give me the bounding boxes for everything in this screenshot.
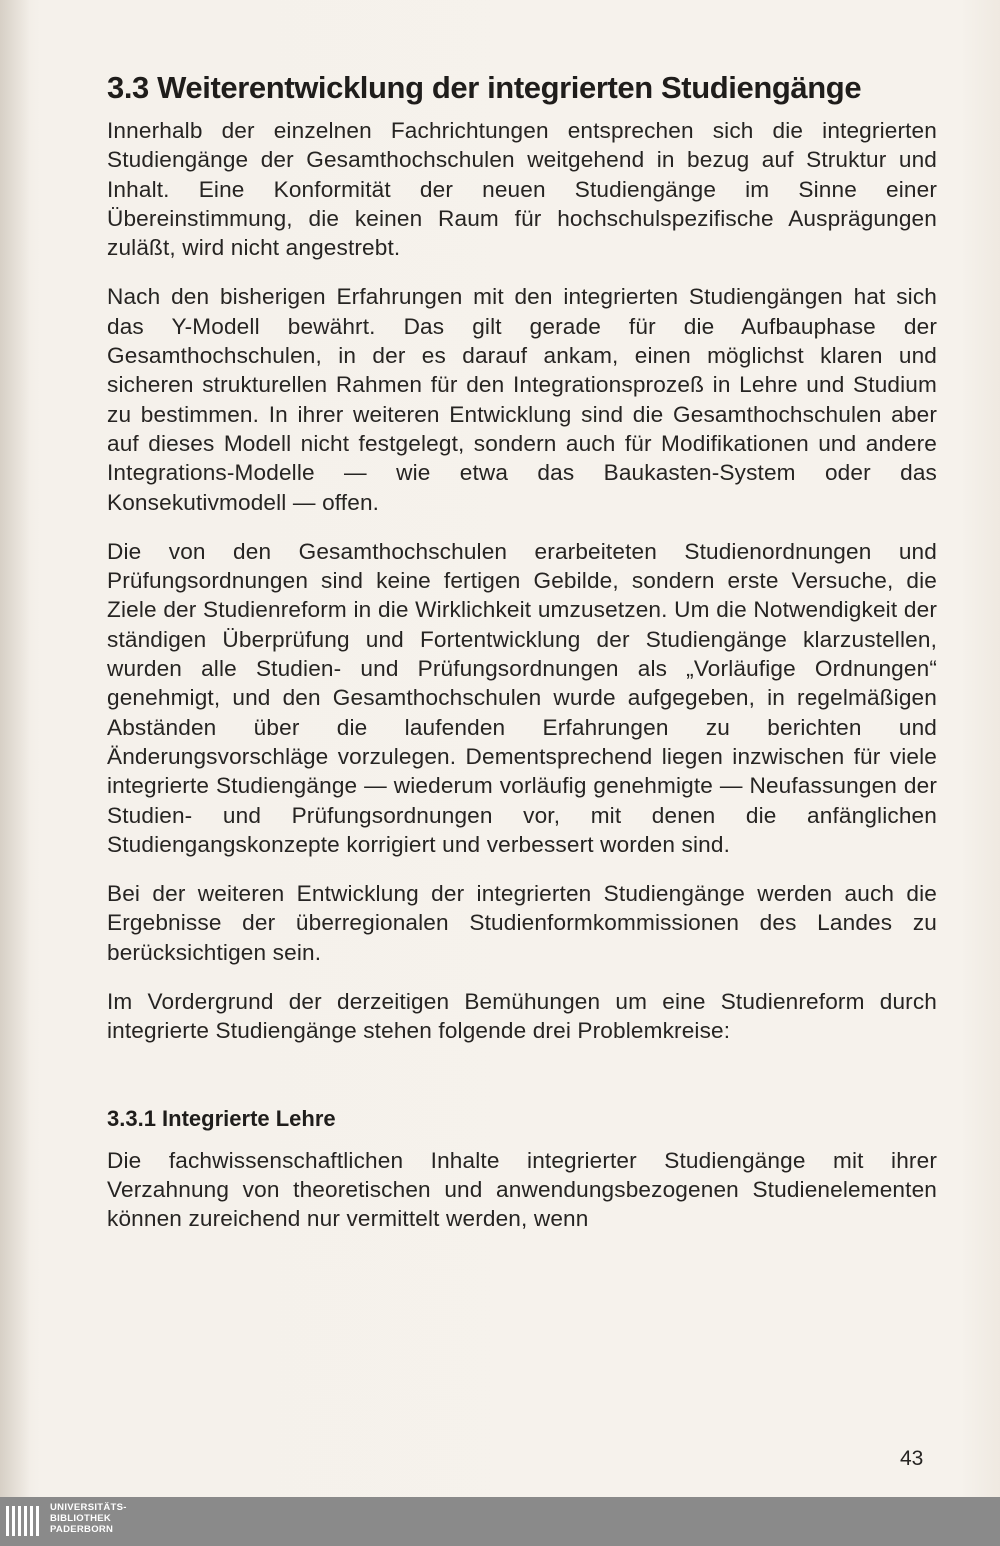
paragraph-5: Im Vordergrund der derzeitigen Bemühungen um eine Studienreform durch integrierte Studiengänge stehen folgende drei Problemkreise:	[107, 989, 937, 1044]
library-name-line-1: UNIVERSITÄTS-	[50, 1502, 127, 1513]
subsection-title: 3.3.1 Integrierte Lehre	[107, 1105, 336, 1131]
spine-shadow	[0, 0, 30, 1497]
section-title: 3.3 Weiterentwicklung der integrierten Studiengänge	[107, 70, 862, 105]
library-name-line-3: PADERBORN	[50, 1524, 114, 1535]
library-name-line-2: BIBLIOTHEK	[50, 1513, 112, 1524]
paragraph-2: Nach den bisherigen Erfahrungen mit den integrierten Studiengängen hat sich das Y-Modell bewährt. Das gilt gerade für die Aufbauphase der Gesamthochschulen, in der es darauf ankam, einen möglichst klaren und sicheren strukturellen Rahmen für den Integrationsprozeß in Lehre und Studium zu bestimmen. In ihrer weiteren Entwicklung sind die Gesamthochschulen aber auf dieses Modell nicht festgelegt, sondern auch für Modifikationen und andere Integrations-Modelle — wie etwa das Baukasten-System oder das Konsekutivmodell — offen.	[107, 284, 937, 515]
paragraph-3: Die von den Gesamthochschulen erarbeiteten Studienordnungen und Prüfungsordnungen sind keine fertigen Gebilde, sondern erste Versuche, die Ziele der Studienreform in die Wirklichkeit umzusetzen. Um die Notwendigkeit der ständigen Überprüfung und Fortentwicklung der Studiengänge klarzustellen, wurden alle Studien- und Prüfungsordnungen als „Vorläufige Ordnungen“ genehmigt, und den Gesamthochschulen wurde aufgegeben, in regelmäßigen Abständen über die laufenden Erfahrungen zu berichten und Änderungsvorschläge vorzulegen. Dementsprechend liegen inzwischen für viele integrierte Studiengänge — wiederum vorläufig genehmigte — Neufassungen der Studien- und Prüfungsordnungen vor, mit denen die anfänglichen Studiengangskonzepte korrigiert und verbessert worden sind.	[107, 538, 937, 857]
subsection	[107, 1104, 937, 1234]
library-name	[50, 1502, 127, 1535]
page-number: 43	[900, 1447, 924, 1470]
paragraph-1: Innerhalb der einzelnen Fachrichtungen entsprechen sich die integrierten Studiengänge der Gesamthochschulen weitgehend in bezug auf Struktur und Inhalt. Eine Konformität der neuen Studiengänge im Sinne einer Übereinstimmung, die keinen Raum für hochschulspezifische Ausprägungen zuläßt, wird nicht angestrebt.	[107, 118, 937, 261]
subsection-paragraph: Die fachwissenschaftlichen Inhalte integrierter Studiengänge mit ihrer Verzahnung von theoretischen und anwendungsbezogenen Studienelementen können zureichend nur vermittelt werden, wenn	[107, 1147, 937, 1232]
paragraph-4: Bei der weiteren Entwicklung der integrierten Studiengänge werden auch die Ergebnisse der überregionalen Studienformkommissionen des Landes zu berücksichtigen sein.	[107, 881, 937, 965]
library-logo-icon	[6, 1504, 42, 1538]
library-footer-bar	[0, 1497, 1000, 1546]
page-content	[107, 68, 937, 1234]
